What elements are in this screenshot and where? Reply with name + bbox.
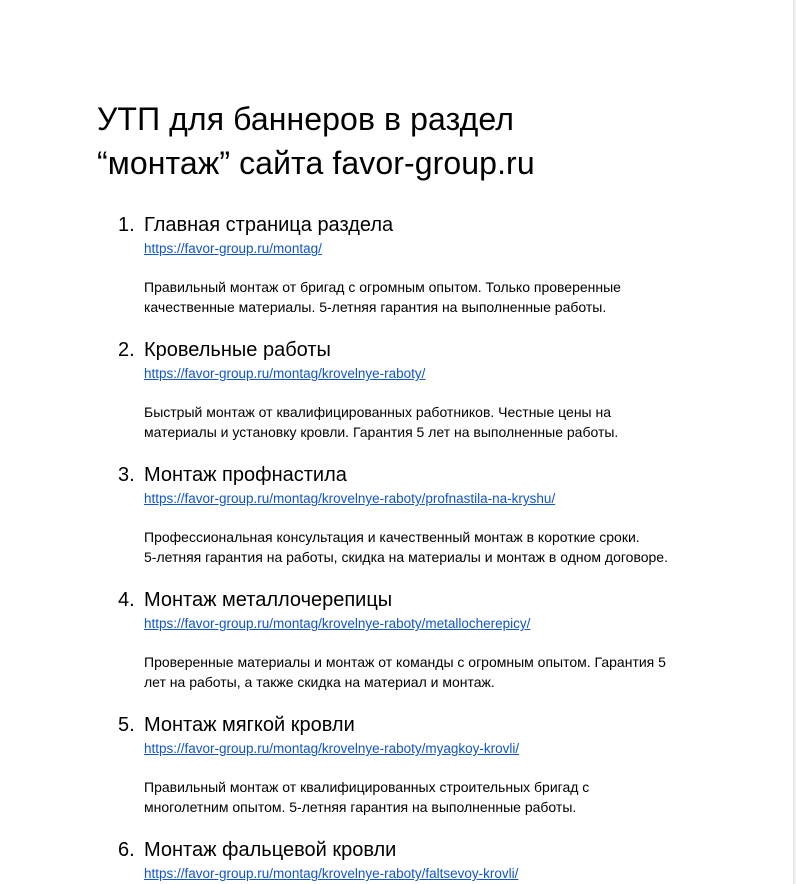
item-link[interactable]: https://favor-group.ru/montag/krovelnye-raboty/profnastila-na-kryshu/ [144, 491, 556, 506]
item-heading [118, 587, 392, 613]
item-description-line: материалы и установку кровли. Гарантия 5 лет на выполненные работы. [144, 423, 619, 440]
item-description-line: Профессиональная консультация и качественный монтаж в короткие сроки. [144, 529, 640, 545]
item-number: 4. [118, 589, 135, 611]
item-heading-text: Монтаж профнастила [144, 464, 347, 486]
item-heading [118, 212, 393, 238]
item-number: 5. [118, 714, 135, 736]
item-description-line: 5-летняя гарантия на работы, скидка на материалы и монтаж в одном договоре. [144, 548, 668, 565]
document-title [97, 97, 697, 185]
title-line-1: УТП для баннеров в раздел [97, 101, 515, 137]
item-heading-text: Кровельные работы [144, 339, 331, 361]
item-description-line: многолетним опытом. 5-летняя гарантия на выполненные работы. [144, 798, 577, 815]
item-description [144, 278, 704, 317]
item-heading [118, 837, 396, 863]
item-description-line: Быстрый монтаж от квалифицированных работников. Честные цены на [144, 404, 612, 420]
item-description [144, 528, 704, 567]
title-line-2: “монтаж” сайта favor-group.ru [97, 145, 535, 181]
item-heading-text: Монтаж фальцевой кровли [144, 839, 397, 861]
item-description-line: Проверенные материалы и монтаж от команды с огромным опытом. Гарантия 5 [144, 654, 666, 670]
item-heading-text: Монтаж металлочерепицы [144, 589, 393, 611]
item-link[interactable]: https://favor-group.ru/montag/krovelnye-raboty/ [144, 366, 426, 381]
item-link[interactable]: https://favor-group.ru/montag/krovelnye-raboty/myagkoy-krovli/ [144, 741, 520, 756]
item-heading-text: Монтаж мягкой кровли [144, 714, 355, 736]
item-link[interactable]: https://favor-group.ru/montag/ [144, 241, 322, 256]
item-description [144, 653, 704, 692]
item-heading [118, 712, 355, 738]
item-description-line: Правильный монтаж от квалифицированных строительных бригад с [144, 779, 590, 795]
item-number: 3. [118, 464, 135, 486]
item-heading [118, 337, 331, 363]
item-description-line: Правильный монтаж от бригад с огромным опытом. Только проверенные [144, 279, 621, 295]
item-number: 1. [118, 214, 135, 236]
item-description [144, 778, 704, 817]
item-heading [118, 462, 347, 488]
item-description-line: качественные материалы. 5-летняя гарантия на выполненные работы. [144, 298, 607, 315]
item-description [144, 403, 704, 442]
item-number: 2. [118, 339, 135, 361]
item-link[interactable]: https://favor-group.ru/montag/krovelnye-raboty/metallocherepicy/ [144, 616, 531, 631]
item-description-line: лет на работы, а также скидка на материал и монтаж. [144, 673, 495, 690]
item-link[interactable]: https://favor-group.ru/montag/krovelnye-raboty/faltsevoy-krovli/ [144, 866, 519, 881]
item-heading-text: Главная страница раздела [144, 214, 394, 236]
item-number: 6. [118, 839, 135, 861]
